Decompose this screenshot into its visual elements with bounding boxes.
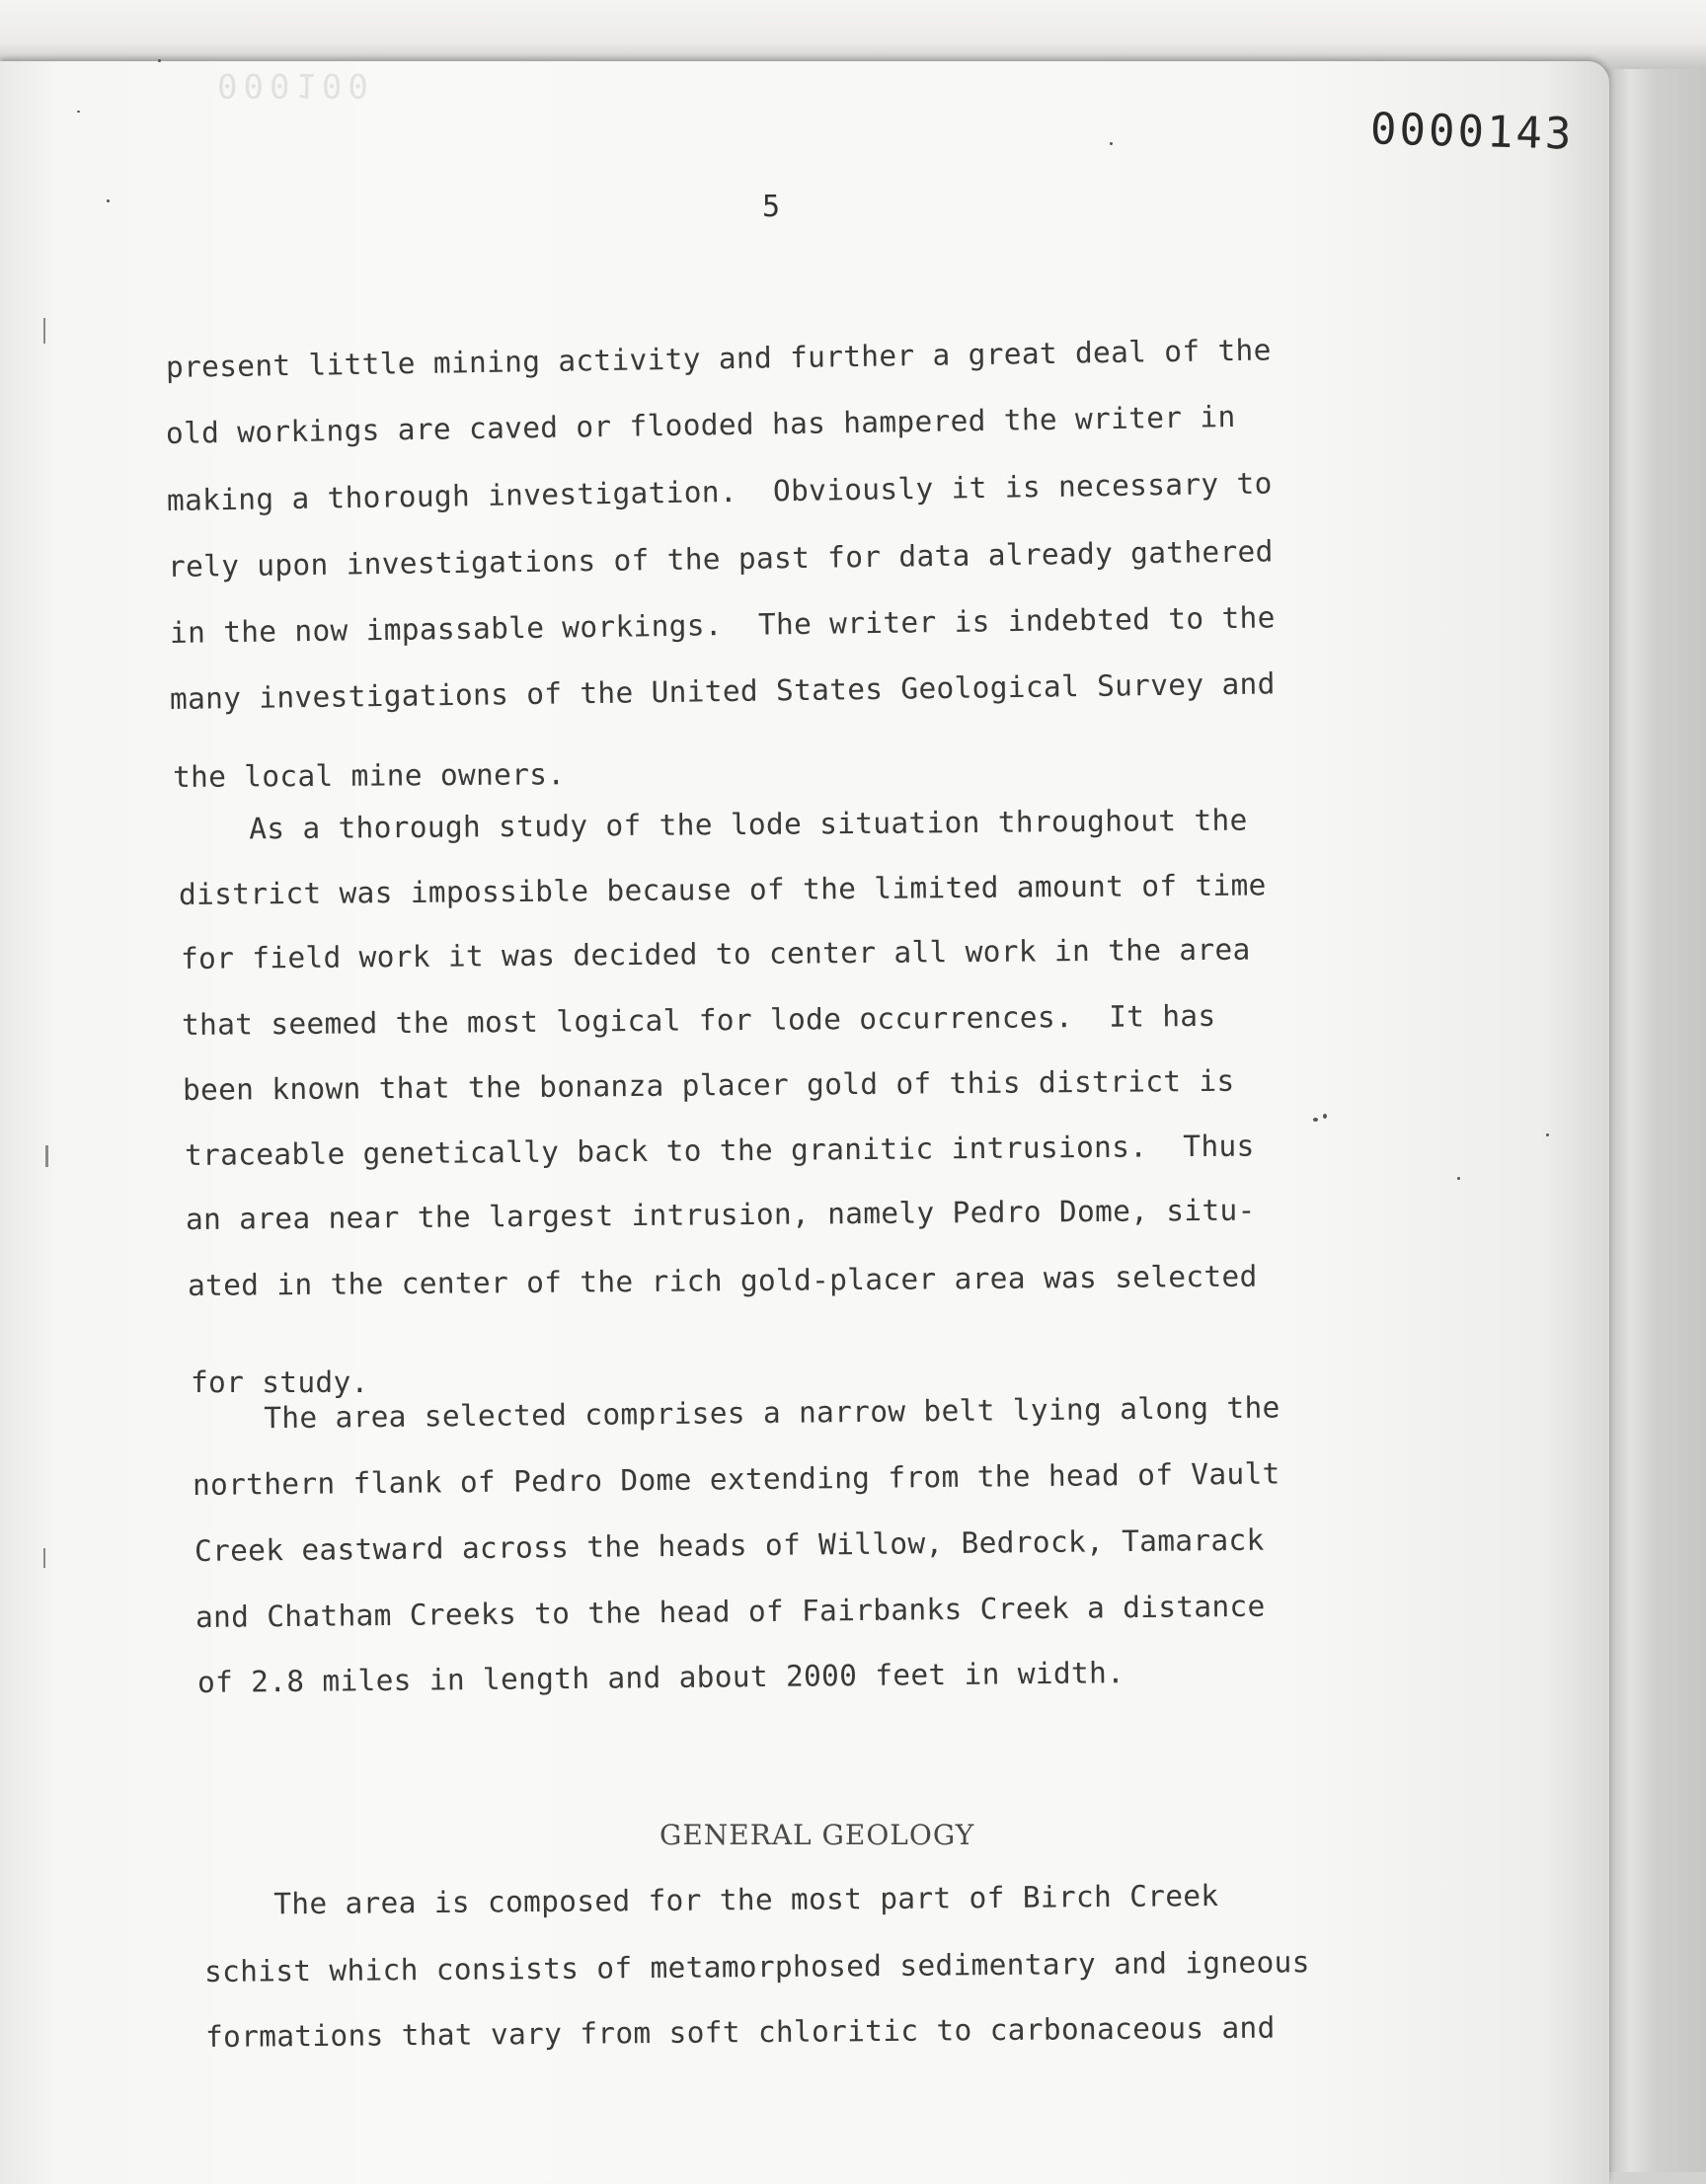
- scan-speck: [158, 59, 161, 62]
- text-line: for study.: [191, 1365, 369, 1399]
- text-line: old workings are caved or flooded has hampered the writer in: [165, 399, 1236, 450]
- text-line: Creek eastward across the heads of Willow, Bedrock, Tamarack: [194, 1522, 1265, 1568]
- margin-mark: [45, 1145, 48, 1167]
- scan-speck: [1546, 1133, 1549, 1136]
- text-line: and Chatham Creeks to the head of Fairbanks Creek a distance: [194, 1589, 1266, 1634]
- text-line: northern flank of Pedro Dome extending from the head of Vault: [192, 1456, 1280, 1502]
- scan-speck: [1457, 1177, 1460, 1180]
- text-line: of 2.8 miles in length and about 2000 feet in width.: [196, 1656, 1125, 1699]
- text-line: for field work it was decided to center all work in the area: [180, 932, 1251, 975]
- document-number: 0000143: [1369, 104, 1576, 160]
- margin-mark: [43, 1548, 45, 1568]
- scan-speck: [1323, 1114, 1327, 1119]
- bleed-through-number: 000100: [217, 65, 374, 105]
- text-line: As a thorough study of the lode situation throughout the: [177, 803, 1248, 846]
- scan-speck: [1110, 142, 1113, 145]
- text-line: district was impossible because of the limited amount of time: [178, 868, 1267, 911]
- text-line: that seemed the most logical for lode occurrences. It has: [181, 998, 1216, 1042]
- section-heading: GENERAL GEOLOGY: [659, 1819, 975, 1851]
- text-line: present little mining activity and further a great deal of the: [165, 333, 1272, 384]
- text-line: schist which consists of metamorphosed sedimentary and igneous: [203, 1945, 1310, 1989]
- margin-mark: [43, 318, 45, 344]
- text-line: in the now impassable workings. The writer is indebted to the: [169, 600, 1276, 650]
- scan-speck: [107, 199, 110, 202]
- text-line: been known that the bonanza placer gold of this district is: [182, 1063, 1235, 1107]
- scan-speck: [77, 111, 80, 113]
- text-line: many investigations of the United States Geological Survey and: [169, 666, 1276, 716]
- text-line: The area selected comprises a narrow belt lying along the: [192, 1390, 1280, 1436]
- text-line: the local mine owners.: [172, 757, 566, 794]
- text-line: making a thorough investigation. Obviously it is necessary to: [166, 466, 1273, 517]
- text-line: The area is composed for the most part of Birch Creek: [201, 1879, 1219, 1921]
- scan-speck: [1313, 1118, 1318, 1122]
- text-line: rely upon investigations of the past for data already gathered: [167, 534, 1274, 584]
- text-line: traceable genetically back to the granitic intrusions. Thus: [184, 1129, 1255, 1172]
- text-line: formations that vary from soft chloritic to carbonaceous and: [204, 2010, 1276, 2054]
- text-line: an area near the largest intrusion, namely Pedro Dome, situ-: [185, 1193, 1256, 1236]
- text-line: ated in the center of the rich gold-placer area was selected: [187, 1259, 1258, 1302]
- page-number: 5: [762, 190, 781, 224]
